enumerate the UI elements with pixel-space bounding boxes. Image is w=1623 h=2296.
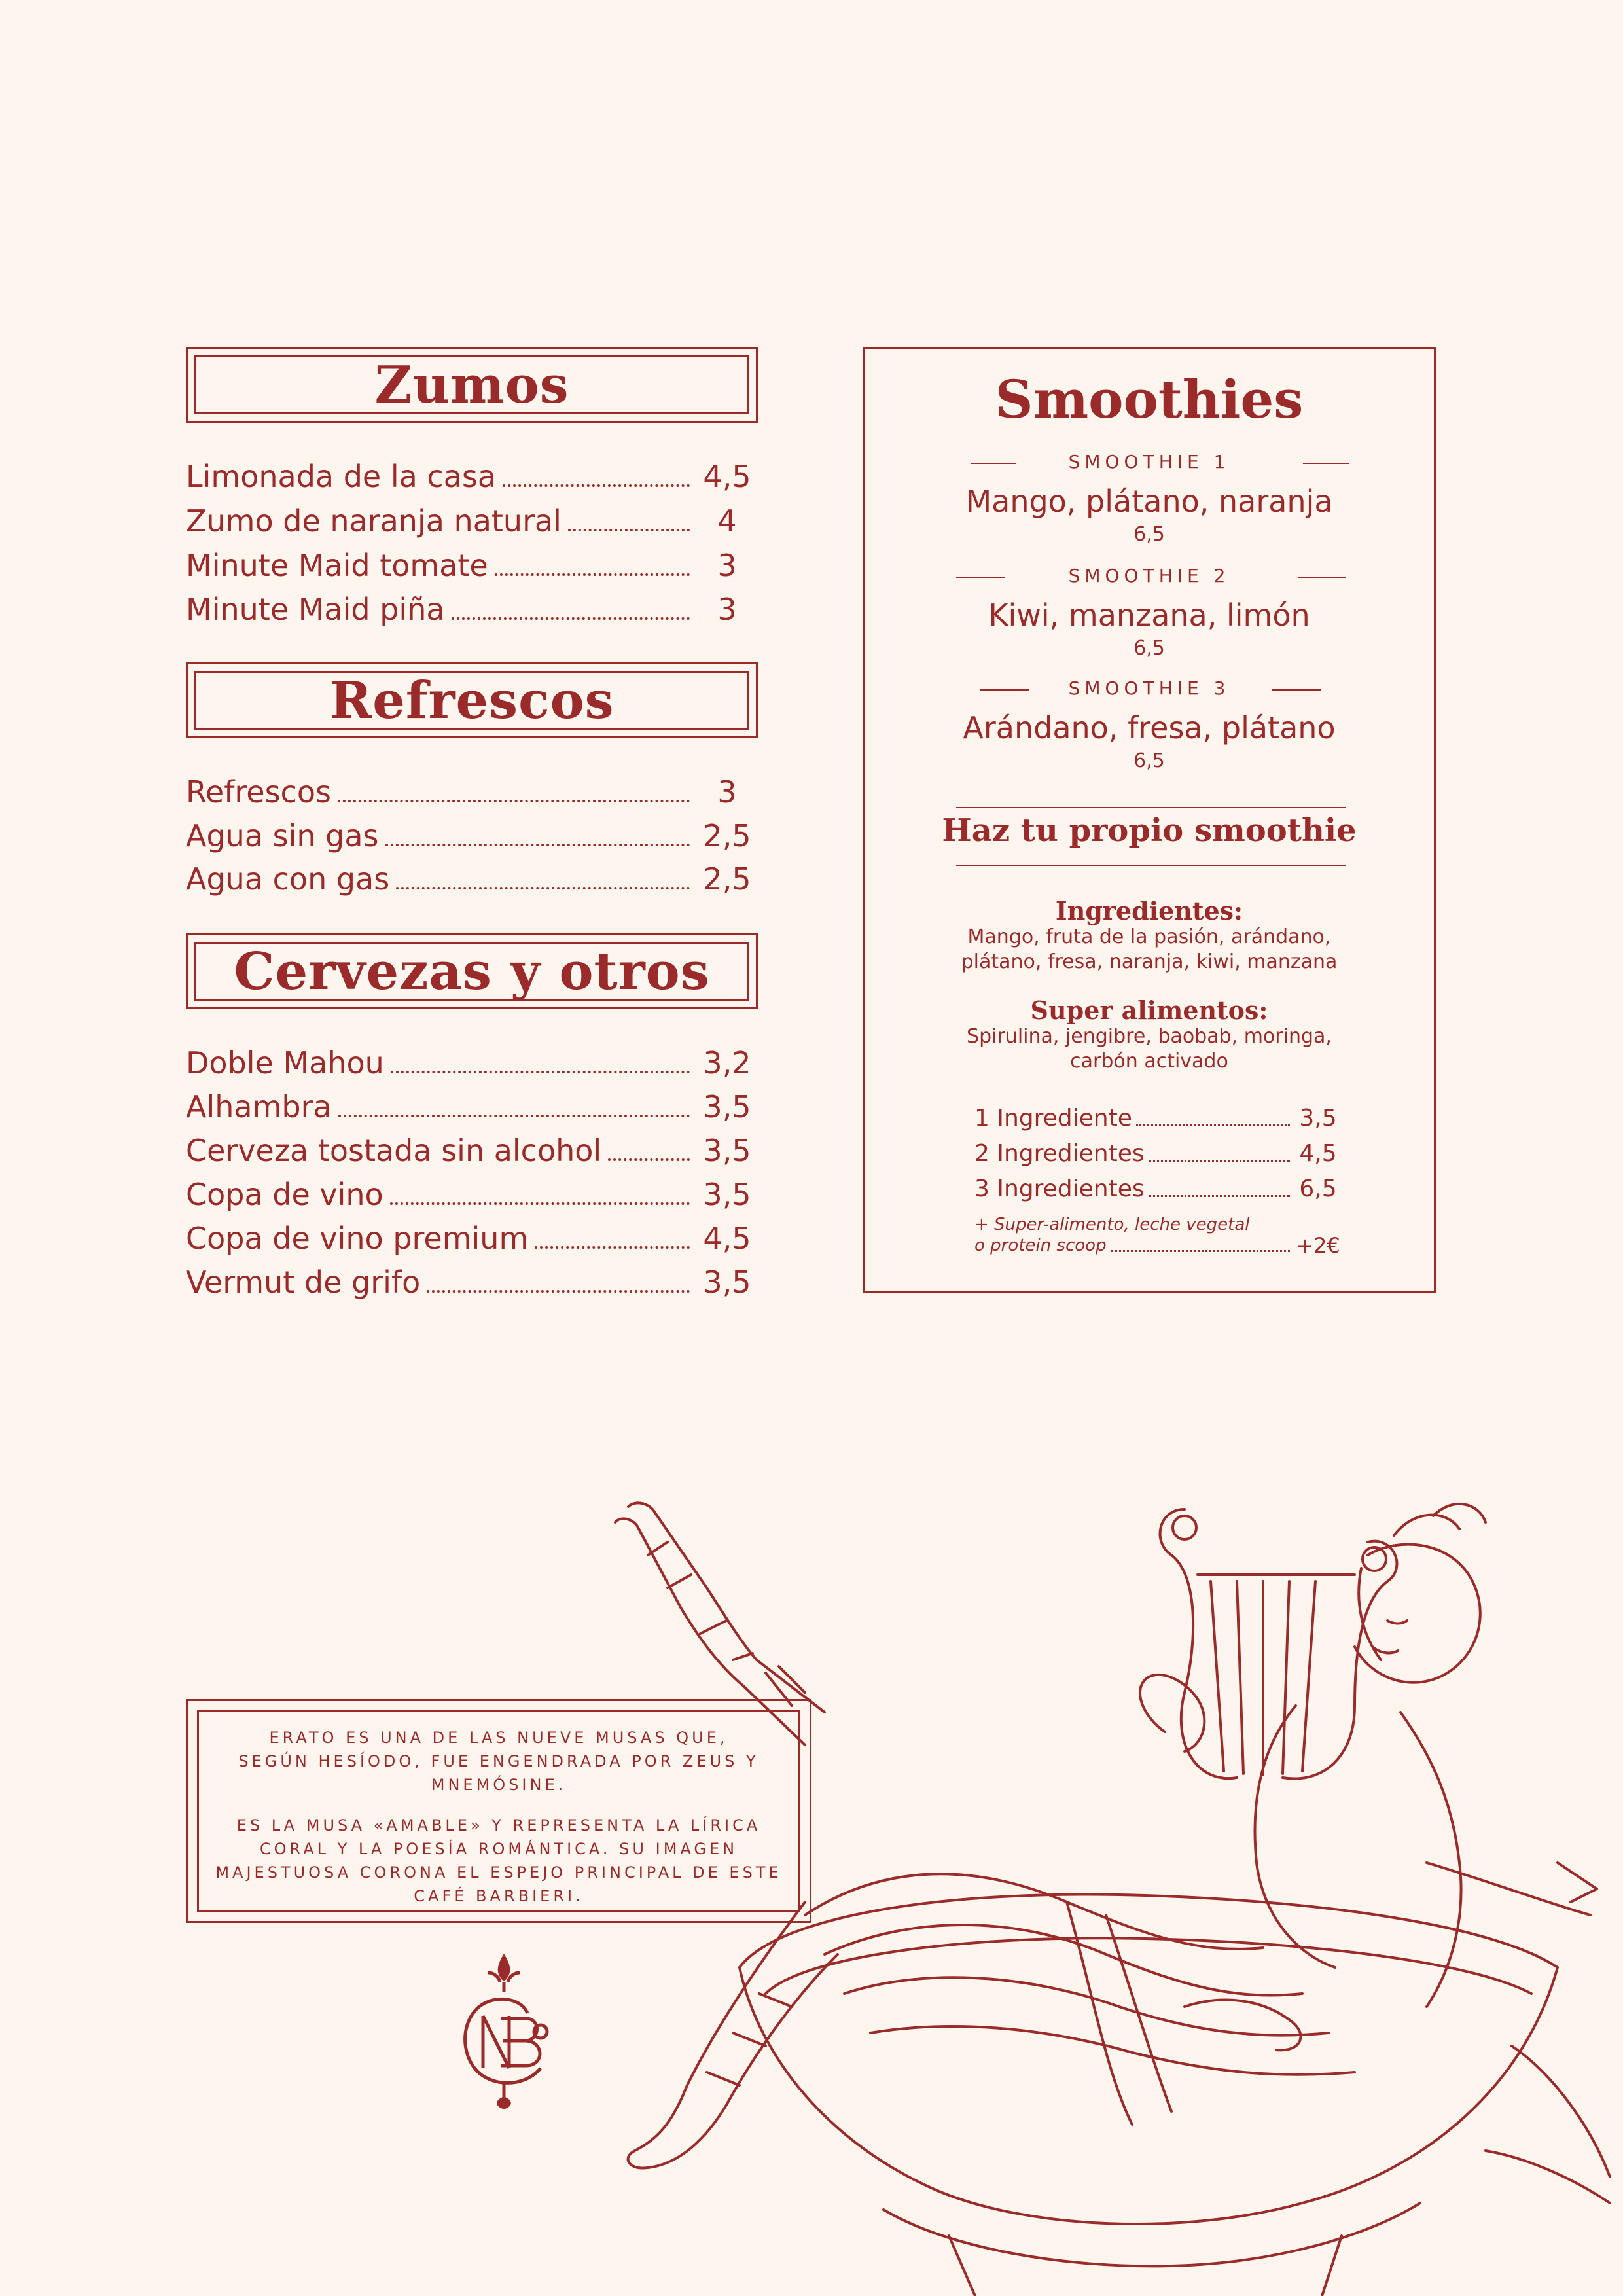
extra-price: +2€: [1296, 1233, 1340, 1258]
item-price: 2,5: [703, 861, 751, 897]
info-line: ERATO ES UNA DE LAS NUEVE MUSAS QUE,: [269, 1729, 728, 1747]
menu-item: [186, 1043, 758, 1083]
item-price: 3: [717, 548, 737, 583]
dot-leader: [1149, 1160, 1290, 1162]
price-row-value: 4,5: [1299, 1140, 1337, 1167]
cervezas-heading-frame: [186, 933, 758, 1009]
dot-leader: [390, 1202, 690, 1205]
super-foods-title: Super alimentos:: [1030, 996, 1268, 1025]
menu-item: [186, 816, 758, 855]
extra-note: o protein scoop: [974, 1236, 1107, 1255]
dot-leader: [391, 1071, 690, 1073]
extra-price-row: [974, 1232, 1341, 1259]
dot-leader: [535, 1246, 690, 1249]
zumos-heading-frame: [186, 347, 758, 423]
menu-item: [186, 457, 758, 496]
price-row-value: 3,5: [1299, 1105, 1337, 1132]
item-price: 4: [717, 503, 737, 539]
info-line: SEGÚN HESÍODO, FUE ENGENDRADA POR ZEUS Y: [238, 1752, 759, 1770]
dot-leader: [503, 484, 690, 487]
menu-item: [186, 1219, 758, 1258]
monogram-crest-icon: [442, 1953, 565, 2109]
item-price: 4,5: [703, 1221, 751, 1256]
dot-leader: [1111, 1250, 1290, 1252]
item-price: 3,5: [703, 1177, 751, 1212]
refrescos-title: Refrescos: [329, 670, 615, 730]
smoothie-price: 6,5: [1133, 749, 1165, 772]
menu-item: [186, 859, 758, 899]
dot-leader: [1136, 1124, 1290, 1126]
price-row-name: 1 Ingrediente: [974, 1105, 1132, 1132]
price-row-name: 2 Ingredientes: [974, 1140, 1145, 1167]
dot-leader: [338, 1115, 690, 1117]
ingredients-list: plátano, fresa, naranja, kiwi, manzana: [961, 950, 1338, 973]
menu-item: [186, 590, 758, 629]
menu-item: [186, 546, 758, 585]
item-price: 3: [717, 592, 737, 627]
dot-leader: [338, 800, 690, 802]
dot-leader: [452, 617, 690, 620]
dot-leader: [396, 887, 690, 889]
smoothies-title: Smoothies: [995, 368, 1304, 430]
item-price: 3,5: [703, 1089, 751, 1124]
menu-item: [186, 1087, 758, 1126]
super-foods-list: Spirulina, jengibre, baobab, moringa,: [967, 1025, 1332, 1048]
item-price: 3: [717, 774, 737, 810]
divider: [956, 865, 1346, 866]
dot-leader: [495, 573, 690, 576]
item-name: Agua con gas: [186, 861, 390, 897]
info-line: CAFÉ BARBIERI.: [414, 1887, 584, 1905]
dot-leader: [1149, 1195, 1290, 1197]
dot-leader: [568, 529, 690, 531]
custom-smoothie-title: Haz tu propio smoothie: [942, 812, 1357, 849]
ingredient-price-row: [974, 1139, 1341, 1168]
item-name: Refrescos: [186, 774, 331, 810]
cervezas-title: Cervezas y otros: [234, 941, 710, 1001]
dot-leader: [608, 1158, 690, 1161]
smoothie-label: SMOOTHIE 1: [1068, 451, 1230, 473]
menu-item: [186, 1263, 758, 1302]
item-price: 3,2: [703, 1045, 751, 1081]
item-price: 3,5: [703, 1265, 751, 1300]
zumos-title: Zumos: [374, 355, 569, 415]
smoothie-price: 6,5: [1133, 523, 1165, 546]
item-name: Zumo de naranja natural: [186, 503, 562, 539]
dot-leader: [427, 1290, 690, 1293]
item-name: Copa de vino: [186, 1177, 383, 1212]
price-row-value: 6,5: [1299, 1175, 1337, 1202]
item-price: 2,5: [703, 818, 751, 853]
dot-leader: [385, 844, 690, 846]
smoothie-label: SMOOTHIE 2: [1068, 565, 1230, 586]
super-foods-list: carbón activado: [1070, 1050, 1228, 1073]
menu-item: [186, 1131, 758, 1170]
item-price: 3,5: [703, 1133, 751, 1168]
smoothie-name: Arándano, fresa, plátano: [963, 710, 1336, 745]
item-name: Limonada de la casa: [186, 459, 497, 494]
item-name: Alhambra: [186, 1089, 332, 1124]
smoothie-name: Mango, plátano, naranja: [965, 484, 1333, 519]
item-name: Minute Maid piña: [186, 592, 445, 627]
item-name: Copa de vino premium: [186, 1221, 529, 1256]
info-line: ES LA MUSA «AMABLE» Y REPRESENTA LA LÍRICA: [236, 1816, 761, 1835]
ingredients-list: Mango, fruta de la pasión, arándano,: [967, 925, 1331, 948]
smoothie-label: SMOOTHIE 3: [1068, 677, 1230, 699]
item-name: Vermut de grifo: [186, 1265, 421, 1300]
divider: [956, 807, 1346, 808]
item-price: 4,5: [703, 459, 751, 494]
smoothie-price: 6,5: [1133, 637, 1165, 660]
ingredient-price-row: [974, 1175, 1341, 1204]
info-line: MNEMÓSINE.: [431, 1776, 567, 1794]
ingredient-price-row: [974, 1104, 1341, 1133]
info-line: MAJESTUOSA CORONA EL ESPEJO PRINCIPAL DE ESTE: [215, 1863, 782, 1882]
ingredients-title: Ingredientes:: [1055, 896, 1243, 925]
extra-note: + Super-alimento, leche vegetal: [974, 1215, 1250, 1234]
menu-item: [186, 1175, 758, 1214]
menu-item: [186, 501, 758, 541]
muse-erato-lyre-illustration: [609, 1496, 1623, 2296]
info-line: CORAL Y LA POESÍA ROMÁNTICA. SU IMAGEN: [259, 1840, 738, 1858]
menu-item: [186, 772, 758, 812]
item-name: Cerveza tostada sin alcohol: [186, 1133, 602, 1168]
refrescos-heading-frame: [186, 662, 758, 738]
price-row-name: 3 Ingredientes: [974, 1175, 1145, 1202]
item-name: Doble Mahou: [186, 1045, 384, 1081]
item-name: Minute Maid tomate: [186, 548, 488, 583]
smoothies-panel: [863, 347, 1436, 1293]
smoothie-name: Kiwi, manzana, limón: [988, 598, 1310, 633]
item-name: Agua sin gas: [186, 818, 379, 853]
